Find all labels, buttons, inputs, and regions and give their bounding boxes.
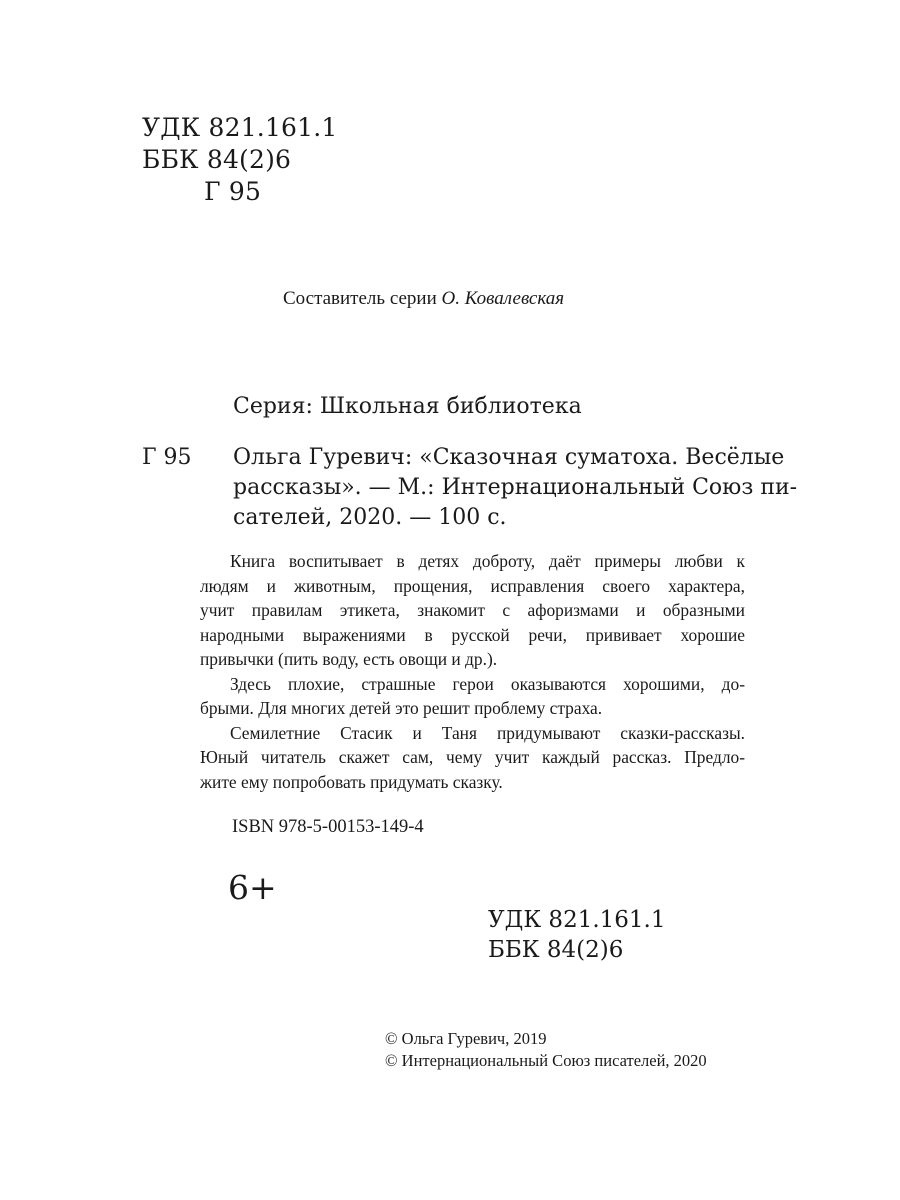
author-sign: Г 95 <box>204 177 262 206</box>
udk-code: УДК 821.161.1 <box>142 113 338 142</box>
annotation-line: Здесь плохие, страшные герои оказываются хорошими, до- <box>230 673 745 694</box>
classification-codes-top <box>142 112 338 208</box>
copyright-author: © Ольга Гуревич, 2019 <box>385 1029 547 1048</box>
annotation-line: привычки (пить воду, есть овощи и др.). <box>200 649 498 669</box>
book-annotation <box>200 549 745 794</box>
bibliographic-line: Ольга Гуревич: «Сказочная суматоха. Весёлые <box>233 445 785 470</box>
annotation-line: жите ему попробовать придумать сказку. <box>200 771 503 792</box>
annotation-line: Книга воспитывает в детях доброту, даёт примеры любви к <box>230 551 745 571</box>
copyright-publisher: © Интернациональный Союз писателей, 2020 <box>385 1051 707 1070</box>
classification-codes-bottom <box>488 905 666 965</box>
bbk-code: ББК 84(2)6 <box>142 145 292 174</box>
annotation-line: брыми. Для многих детей это решит проблему страха. <box>200 698 603 718</box>
compiler-name: О. Ковалевская <box>441 288 565 309</box>
age-rating: 6+ <box>228 868 277 907</box>
series-compiler <box>283 285 564 313</box>
isbn: ISBN 978-5-00153-149-4 <box>232 817 424 837</box>
copyright-block <box>385 1028 707 1072</box>
series-title: Серия: Школьная библиотека <box>233 394 582 419</box>
bibliographic-description <box>233 443 798 533</box>
bbk-code: ББК 84(2)6 <box>488 937 624 963</box>
compiler-label: Составитель серии <box>283 288 437 309</box>
annotation-line: людям и животным, прощения, исправления своего характера, <box>200 575 745 596</box>
annotation-line: народными выражениями в русской речи, прививает хорошие <box>200 624 745 645</box>
annotation-line: Юный читатель скажет сам, чему учит каждый рассказ. Предло- <box>200 747 745 767</box>
annotation-line: учит правилам этикета, знакомит с афоризмами и образными <box>200 600 745 620</box>
annotation-line: Семилетние Стасик и Таня придумывают сказки-рассказы. <box>230 722 745 743</box>
udk-code: УДК 821.161.1 <box>488 907 666 933</box>
bibliographic-line: рассказы». — М.: Интернациональный Союз пи- <box>233 475 798 500</box>
bibliographic-line: сателей, 2020. — 100 с. <box>233 505 507 530</box>
bibliographic-author-sign: Г 95 <box>142 445 192 470</box>
